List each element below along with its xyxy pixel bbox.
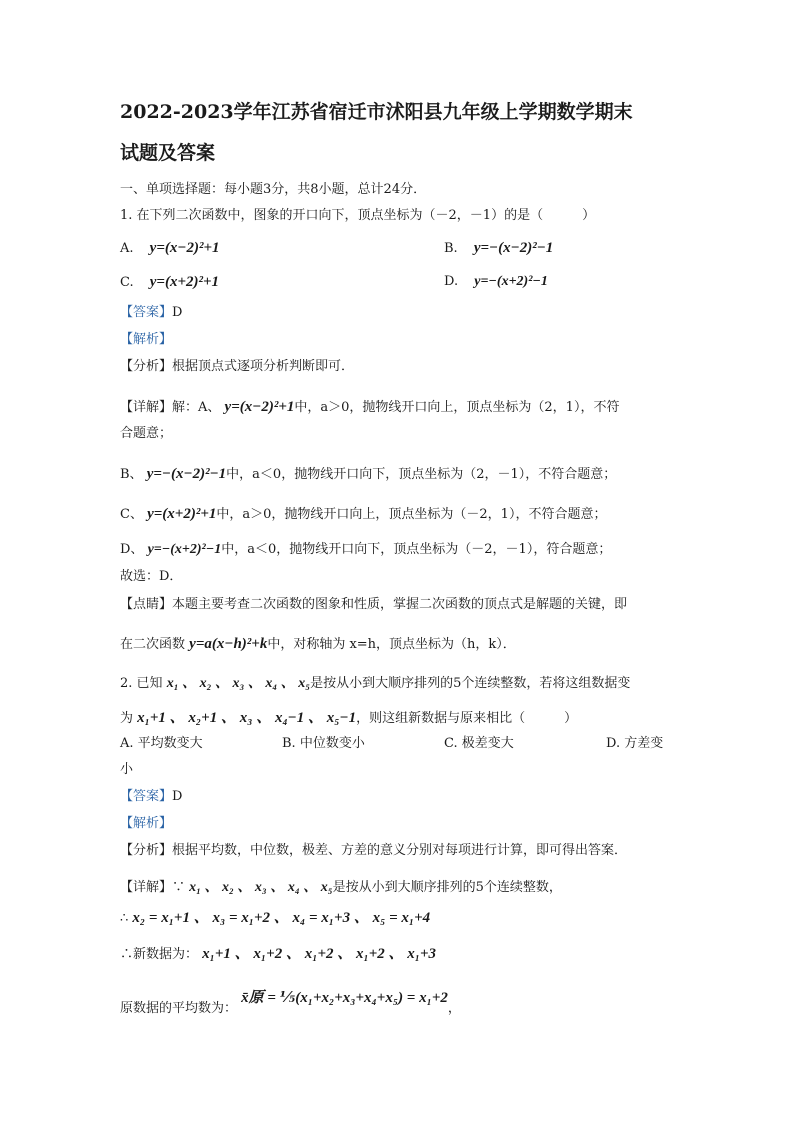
q1-fenxi — [120, 357, 354, 377]
q2-therefore2-pre: ∴新数据为： — [120, 947, 199, 962]
q2-xiangjie — [120, 878, 562, 898]
q1-stem: 1. 在下列二次函数中，图象的开口向下，顶点坐标为（－2，－1）的是（ ） — [120, 208, 596, 223]
q2-xiangjie-tag: 【详解】 — [120, 880, 173, 895]
q1-option-b-label: B. — [444, 241, 458, 256]
q1-option-d-label: D. — [444, 274, 459, 289]
q2-therefore1-pre: ∴ — [120, 911, 129, 926]
q1-xiangjie-c-pre: C、 — [120, 507, 143, 522]
q1-fenxi-tag: 【分析】 — [120, 359, 173, 374]
q1-option-a-expr: y=(x−2)²+1 — [149, 240, 220, 256]
q2-option-b: B. 中位数变小 — [282, 736, 365, 751]
q2-answer-tag: 【答案】 — [120, 789, 173, 804]
q1-answer-value: D — [172, 305, 183, 320]
q1-xiangjie-b — [120, 464, 616, 485]
q1-xiangjie-b-expr: y=−(x−2)²−1 — [146, 466, 227, 482]
q1-option-d-expr: y=−(x+2)²−1 — [474, 274, 548, 289]
q1-dianjing-line2 — [120, 634, 516, 655]
q2-stem2-expr: x₁+1 、 x₂+1 、 x₃ 、 x₄−1 、 x₅−1 — [137, 710, 357, 726]
q2-fenxi-tag: 【分析】 — [120, 843, 173, 858]
q1-dianjing2-expr: y=a(x−h)²+k — [189, 636, 268, 652]
q2-stem — [120, 674, 630, 694]
q1-xiangjie-b-post: 中，a＜0，抛物线开口向下，顶点坐标为（2，－1），不符合题意； — [226, 467, 617, 482]
q1-xiangjie-d — [120, 540, 611, 560]
q1-xiangjie-c-expr: y=(x+2)²+1 — [147, 506, 217, 522]
q2-answer-value: D — [172, 789, 183, 804]
q2-xiangjie-post: 是按从小到大顺序排列的5个连续整数， — [332, 880, 562, 895]
q2-mean-pre: 原数据的平均数为： — [120, 1001, 238, 1016]
q1-option-b-expr: y=−(x−2)²−1 — [473, 240, 554, 256]
q2-stem-vars: x₁ 、 x₂ 、 x₃ 、 x₄ 、 x₅ — [166, 676, 311, 691]
q1-dianjing — [120, 595, 627, 615]
q1-option-a-label: A. — [120, 241, 134, 256]
q2-xiangjie-vars: x₁ 、 x₂ 、 x₃ 、 x₄ 、 x₅ — [189, 880, 333, 895]
q2-therefore1-expr: x₂ = x₁+1 、 x₃ = x₁+2 、 x₄ = x₁+3 、 x₅ = x₁+4 — [132, 910, 431, 926]
q2-option-c: C. 极差变大 — [444, 736, 514, 751]
q1-xiangjie-a-expr: y=(x−2)²+1 — [224, 399, 295, 415]
q1-xiangjie-tag: 【详解】 — [120, 400, 173, 415]
q2-mean — [120, 990, 461, 1019]
q2-stem2-pre: 为 — [120, 711, 134, 726]
q1-xiangjie-a-post: 中，a＞0，抛物线开口向上，顶点坐标为（2，1），不符 — [294, 400, 620, 415]
q1-xiangjie-d-expr: y=−(x+2)²−1 — [147, 542, 222, 557]
q1-analysis-tag: 【解析】 — [120, 332, 173, 347]
q1-option-c — [120, 272, 219, 293]
q1-option-b — [444, 238, 553, 259]
q2-mean-expr: x̄原 = ⅕(x₁+x₂+x₃+x₄+x₅) = x₁+2 — [241, 990, 448, 1006]
q2-option-d-cont: 小 — [120, 762, 134, 777]
q1-xiangjie-c-post: 中，a＞0，抛物线开口向上，顶点坐标为（－2，1），不符合题意； — [216, 507, 607, 522]
doc-title-line2: 试题及答案 — [120, 142, 216, 164]
q2-stem-post: 是按从小到大顺序排列的5个连续整数，若将这组数据变 — [310, 676, 631, 691]
q1-dianjing2-pre: 在二次函数 — [120, 637, 186, 652]
section-heading: 一、单项选择题：每小题3分，共8小题，总计24分． — [120, 182, 427, 197]
q1-answer — [120, 303, 182, 323]
q2-fenxi-text: 根据平均数，中位数，极差、方差的意义分别对每项进行计算，即可得出答案． — [172, 843, 628, 858]
q2-analysis-tag: 【解析】 — [120, 816, 173, 831]
q1-option-a — [120, 238, 220, 259]
q2-stem-line2 — [120, 708, 577, 729]
q2-therefore1 — [120, 908, 430, 929]
q1-xiangjie-d-pre: D、 — [120, 542, 144, 557]
q1-xiangjie-c — [120, 504, 606, 525]
q2-therefore2 — [120, 944, 436, 965]
q1-dianjing2-post: 中，对称轴为 x=h，顶点坐标为（h，k）． — [267, 637, 516, 652]
q2-option-d: D. 方差变 — [606, 736, 664, 751]
q1-option-d — [444, 272, 548, 292]
q2-answer — [120, 787, 182, 807]
q1-xiangjie-a-pre: 解：A、 — [172, 400, 221, 415]
q1-xiangjie-a — [120, 397, 619, 418]
q1-xiangjie-b-pre: B、 — [120, 467, 143, 482]
q1-xiangjie-d-post: 中，a＜0，抛物线开口向下，顶点坐标为（－2，－1），符合题意； — [221, 542, 612, 557]
q1-dianjing-text: 本题主要考查二次函数的图象和性质，掌握二次函数的顶点式是解题的关键，即 — [172, 597, 628, 612]
q2-stem2-post: ，则这组新数据与原来相比（ ） — [356, 711, 578, 726]
q2-xiangjie-pre: ∵ — [172, 880, 186, 895]
q2-therefore2-expr: x₁+1 、 x₁+2 、 x₁+2 、 x₁+2 、 x₁+3 — [202, 946, 437, 962]
q1-answer-tag: 【答案】 — [120, 305, 173, 320]
q2-fenxi — [120, 841, 627, 861]
q1-choose: 故选：D． — [120, 569, 183, 584]
doc-title-line1: 2022-2023学年江苏省宿迁市沭阳县九年级上学期数学期末 — [120, 101, 633, 123]
q2-option-a: A. 平均数变大 — [120, 736, 203, 751]
q1-analysis-heading — [120, 330, 172, 350]
q1-dianjing-tag: 【点睛】 — [120, 597, 173, 612]
q2-stem-pre: 2. 已知 — [120, 676, 163, 691]
q2-mean-post: ， — [447, 1001, 461, 1016]
q1-xiangjie-a-cont: 合题意； — [120, 426, 173, 441]
q1-option-c-expr: y=(x+2)²+1 — [149, 274, 220, 290]
q2-analysis-heading — [120, 814, 172, 834]
q1-fenxi-text: 根据顶点式逐项分析判断即可． — [172, 359, 355, 374]
q1-option-c-label: C. — [120, 275, 134, 290]
